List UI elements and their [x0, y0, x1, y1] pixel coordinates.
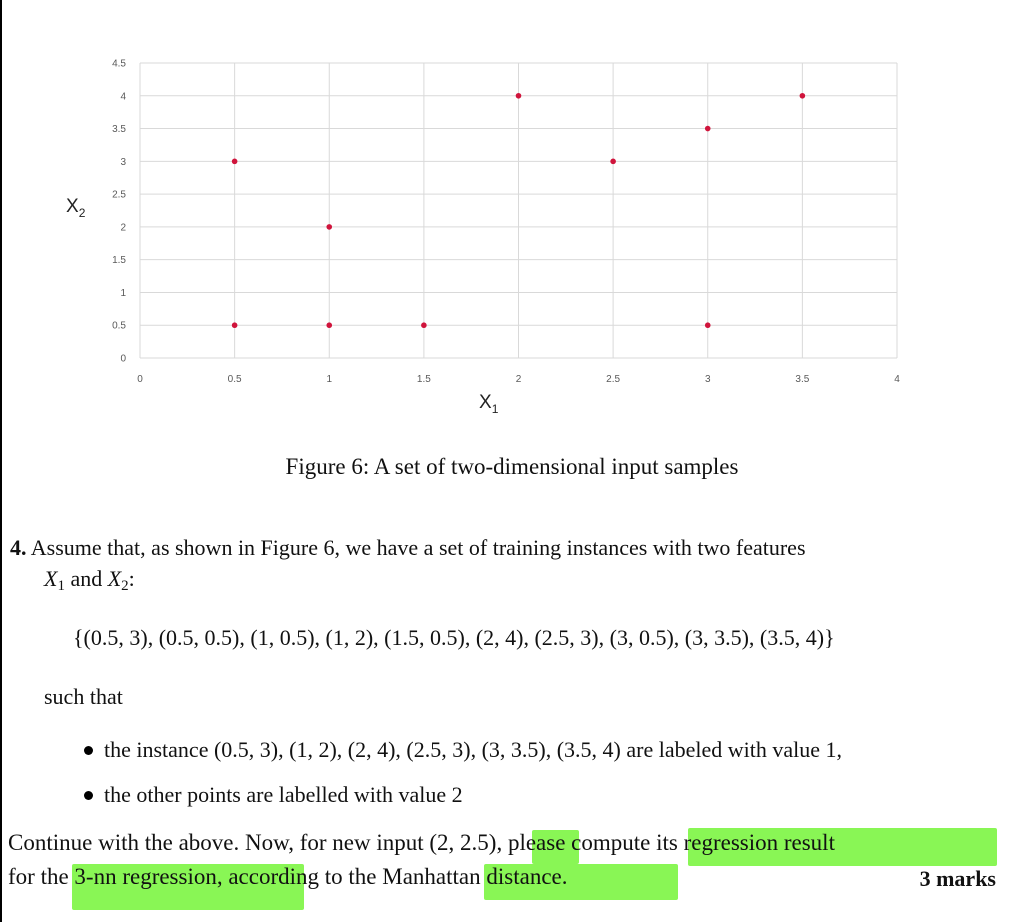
y-tick-label: 2.5	[112, 189, 126, 201]
y-tick-label: 1.5	[112, 255, 126, 267]
continue-line-1: Continue with the above. Now, for new input (2, 2.5), please compute its regression result	[8, 830, 835, 855]
y-tick-label: 4.5	[112, 58, 126, 70]
y-tick-label: 2	[120, 222, 126, 234]
y-tick-label: 1	[120, 287, 126, 299]
y-tick-label: 3	[120, 156, 126, 168]
bullet-1-dot	[84, 746, 93, 755]
x-tick-label: 4	[894, 374, 900, 385]
feature-x2: $X_2$	[107, 566, 129, 594]
y-axis-title: $X_2$	[66, 196, 86, 220]
chart-grid	[140, 63, 897, 358]
y-tick-labels	[112, 59, 126, 365]
and-word: and	[70, 566, 103, 591]
data-point	[516, 93, 522, 99]
x-tick-label: 2.5	[606, 374, 621, 385]
data-point	[705, 322, 711, 328]
y-tick-label: 0	[120, 353, 126, 365]
question-features: $X_1$ and $X_2$:	[44, 566, 135, 594]
bullet-2: the other points are labelled with value 2	[104, 782, 463, 807]
such-that-text: such that	[44, 684, 123, 709]
x-tick-label: 3.5	[795, 374, 810, 385]
x-tick-label: 0	[137, 374, 143, 385]
x-tick-label: 2	[515, 374, 522, 385]
continue-line-2: for the 3-nn regression, according to the Manhattan distance.	[8, 864, 568, 889]
training-set: {(0.5, 3), (0.5, 0.5), (1, 0.5), (1, 2), (1.5, 0.5), (2, 4), (2.5, 3), (3, 0.5), (3, 3.5), (3.5, 4)}	[73, 625, 835, 650]
data-point	[232, 322, 238, 328]
data-point	[421, 322, 427, 328]
bullet-1: the instance (0.5, 3), (1, 2), (2, 4), (2.5, 3), (3, 3.5), (3.5, 4) are labeled with value 1,	[104, 737, 843, 762]
question-intro	[10, 535, 806, 561]
y-tick-label: 0.5	[112, 320, 126, 332]
data-point	[705, 126, 711, 132]
question-intro-text: Assume that, as shown in Figure 6, we have a set of training instances with two features	[30, 535, 806, 560]
x-tick-labels	[137, 374, 900, 385]
x-tick-label: 0.5	[227, 374, 242, 385]
scatter-chart	[0, 0, 1024, 430]
data-point	[800, 93, 806, 99]
question-number: 4.	[10, 535, 27, 560]
x-axis-title: $X_1$	[479, 392, 499, 416]
data-point	[326, 322, 332, 328]
feature-x1: $X_1$	[44, 566, 65, 594]
data-point	[326, 224, 332, 230]
y-tick-label: 4	[120, 91, 126, 103]
figure-caption: Figure 6: A set of two-dimensional input samples	[285, 454, 739, 479]
x-tick-label: 1.5	[416, 374, 431, 385]
x-tick-label: 3	[704, 374, 711, 385]
x-tick-label: 1	[326, 374, 333, 385]
marks-label: 3 marks	[919, 866, 996, 891]
data-point	[232, 159, 238, 165]
y-tick-label: 3.5	[112, 124, 126, 136]
bullet-2-dot	[84, 791, 93, 800]
data-point	[610, 159, 616, 165]
